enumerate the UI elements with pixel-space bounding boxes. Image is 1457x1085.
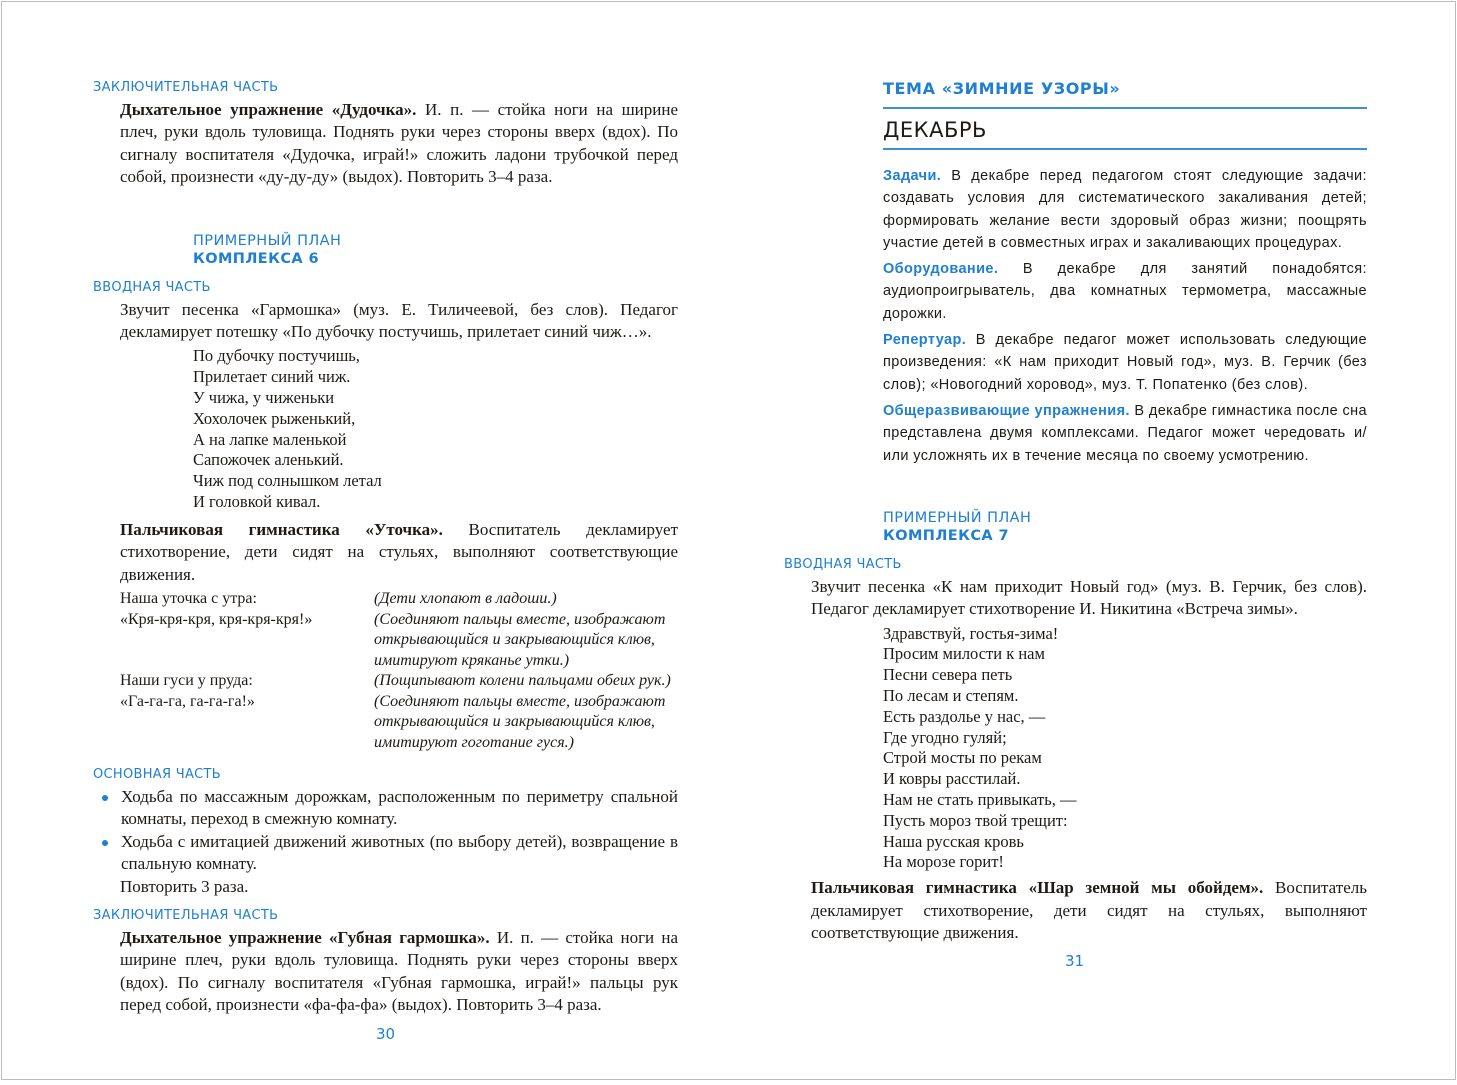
text: В декабре перед педагогом стоят следующие задачи: создавать условия для систематического закаливания детей; формировать желание вести здоровый образ жизни; поощрять участие детей в совместных играх и закаливающих процедурах.	[883, 168, 1367, 251]
exercise-text: И. п. — стойка ноги на ширине плеч, руки вдоль туловища. Поднять руки через стороны вверх (вдох). По сигналу воспитателя «Губная гармошка, играй!» пальцы рук перед собой, произнести «фа-фа-фа» (выдох). Повторить 3–4 раза.	[120, 928, 678, 1015]
poem-line: Наша русская кровь	[883, 831, 1024, 851]
exercise-text: Воспитатель декламирует стихотворение, дети сидят на стульях, выполняют соответствующие движения.	[811, 878, 1367, 943]
section-heading: ВВОДНАЯ ЧАСТЬ	[93, 279, 211, 295]
plan-heading-line2: КОМПЛЕКСА 7	[883, 527, 1009, 544]
general-exercises-paragraph	[883, 400, 1367, 467]
month-title: ДЕКАБРЬ	[883, 118, 987, 142]
repeat-text: Повторить 3 раза.	[120, 876, 249, 896]
theme-title: ТЕМА «ЗИМНИЕ УЗОРЫ»	[883, 79, 1121, 98]
page-number: 30	[376, 1024, 396, 1043]
plan-heading-line1: ПРИМЕРНЫЙ ПЛАН	[193, 232, 342, 249]
main-part	[93, 786, 678, 898]
verse-cell: Наша уточка с утра:	[120, 590, 257, 608]
poem-line: На морозе горит!	[883, 852, 1004, 872]
action-cell: (Соединяют пальцы вместе, изображают открывающийся и закрывающийся клюв, имитируют кряканье утки.)	[374, 610, 666, 669]
label: Общеразвивающие упражнения.	[883, 402, 1130, 419]
poem-line: И головкой кивал.	[193, 492, 321, 512]
list-item	[93, 786, 678, 831]
plan-heading-line1: ПРИМЕРНЫЙ ПЛАН	[883, 509, 1032, 526]
page-number: 31	[1065, 952, 1085, 971]
poem-line: Здравствуй, гостья-зима!	[883, 623, 1059, 643]
divider	[883, 107, 1367, 109]
table-row	[120, 610, 678, 672]
divider	[883, 148, 1367, 150]
list-item-text: Ходьба с имитацией движений животных (по выбору детей), возвращение в спальную комнату.	[121, 831, 678, 874]
verse-cell: «Га-га-га, га-га-га!»	[120, 692, 255, 710]
poem-line: Песни севера петь	[883, 665, 1013, 685]
paragraph-intro: Звучит песенка «К нам приходит Новый год» (муз. В. Герчик, без слов). Педагог декламирует стихотворение И. Никитина «Встреча зимы».	[811, 576, 1367, 619]
tasks-paragraph	[883, 165, 1367, 254]
table-row	[120, 692, 678, 754]
action-cell: (Дети хлопают в ладоши.)	[374, 590, 557, 608]
list-item-text: Ходьба по массажным дорожкам, расположенным по периметру спальной комнаты, переход в смежную комнату.	[121, 787, 678, 829]
poem-line: А на лапке маленькой	[193, 429, 347, 449]
left-page	[93, 80, 678, 1043]
label: Репертуар.	[883, 332, 967, 349]
bullet-icon	[102, 840, 108, 846]
poem-line: Есть раздолье у нас, —	[883, 706, 1046, 726]
poem-line: Сапожочек аленький.	[193, 450, 344, 470]
section-heading: ЗАКЛЮЧИТЕЛЬНАЯ ЧАСТЬ	[93, 80, 279, 95]
label: Оборудование.	[883, 261, 999, 278]
paragraph-intro: Звучит песенка «Гармошка» (муз. Е. Тиличеевой, без слов). Педагог декламирует потешку «По дубочку постучишь, прилетает синий чиж…».	[120, 299, 678, 342]
poem-line: По дубочку постучишь,	[193, 346, 360, 366]
poem	[883, 624, 1367, 874]
text: В декабре педагог может использовать следующие произведения: «К нам приходит Новый год», муз. В. Герчик (без слов); «Новогодний хоровод», муз. Т. Попатенко (без слов).	[883, 332, 1367, 393]
section-heading: ОСНОВНАЯ ЧАСТЬ	[93, 767, 222, 783]
section-heading: ВВОДНАЯ ЧАСТЬ	[784, 556, 902, 572]
poem-line: Пусть мороз твой трещит:	[883, 810, 1068, 830]
poem	[193, 346, 678, 512]
text: В декабре гимнастика после сна представлена двумя комплексами. Педагог может чередовать и/или усложнять их в течение месяца по своему усмотрению.	[883, 402, 1368, 464]
exercise-title: Дыхательное упражнение «Дудочка».	[120, 100, 417, 119]
poem-line: Хохолочек рыженький,	[193, 408, 356, 428]
exercise-text: Воспитатель декламирует стихотворение, дети сидят на стульях, выполняют соответствующие движения.	[120, 519, 678, 584]
label: Задачи.	[883, 168, 942, 184]
poem-line: Чиж под солнышком летал	[193, 471, 382, 491]
equipment-paragraph	[883, 258, 1367, 325]
poem-line: Строй мосты по рекам	[883, 748, 1042, 768]
paragraph-finger-gymnastics	[811, 877, 1367, 944]
repertoire-paragraph	[883, 329, 1367, 396]
text: В декабре для занятий понадобятся: аудиопроигрыватель, два комнатных термометра, массажные дорожки.	[883, 261, 1367, 322]
poem-line: У чижа, у чиженьки	[193, 388, 335, 408]
section-heading: ЗАКЛЮЧИТЕЛЬНАЯ ЧАСТЬ	[93, 908, 279, 924]
poem-line: Где угодно гуляй;	[883, 727, 1007, 747]
table-row	[120, 589, 678, 610]
poem-line: Нам не стать привыкать, —	[883, 790, 1077, 810]
paragraph-breathing-exercise	[120, 99, 678, 189]
plan-heading	[883, 509, 1367, 545]
exercise-title: Пальчиковая гимнастика «Шар земной мы обойдем».	[811, 878, 1264, 898]
poem-line: Просим милости к нам	[883, 644, 1045, 664]
verse-cell: «Кря-кря-кря, кря-кря-кря!»	[120, 610, 313, 628]
plan-heading-line2: КОМПЛЕКСА 6	[193, 250, 319, 267]
table-row	[120, 671, 678, 692]
exercise-title: Дыхательное упражнение «Губная гармошка».	[120, 928, 490, 948]
action-cell: (Соединяют пальцы вместе, изображают открывающийся и закрывающийся клюв, имитируют гоготание гуся.)	[374, 692, 666, 751]
paragraph-harmonica-exercise	[120, 927, 678, 1017]
exercise-text: И. п. — стойка ноги на ширине плеч, руки вдоль туловища. Поднять руки через стороны вверх (вдох). По сигналу воспитателя «Дудочка, играй!» сложить ладони трубочкой перед собой, произнести «ду-ду-ду» (выдох). Повторить 3–4 раза.	[120, 100, 678, 187]
bullet-icon	[102, 795, 108, 801]
exercise-title: Пальчиковая гимнастика «Уточка».	[120, 519, 443, 539]
paragraph-finger-gymnastics	[120, 519, 678, 586]
poem-line: И ковры расстилай.	[883, 769, 1021, 789]
bullet-list	[93, 786, 678, 876]
verse-cell: Наши гуси у пруда:	[120, 672, 253, 690]
verse-action-table	[120, 589, 678, 753]
poem-line: По лесам и степям.	[883, 686, 1019, 706]
poem-line: Прилетает синий чиж.	[193, 367, 351, 387]
action-cell: (Пощипывают колени пальцами обеих рук.)	[374, 672, 671, 690]
right-page	[784, 79, 1367, 970]
plan-heading	[193, 232, 678, 268]
list-item	[93, 831, 678, 876]
